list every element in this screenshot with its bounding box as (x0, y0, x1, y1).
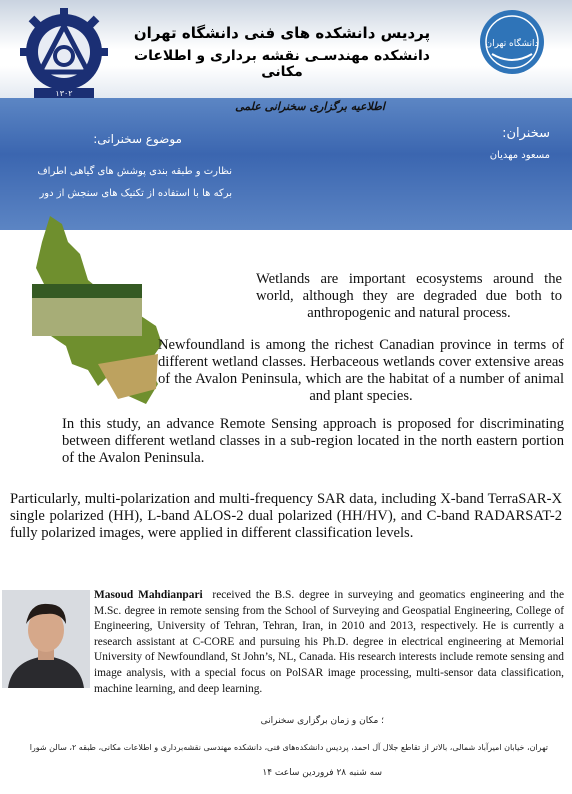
speaker-name: مسعود مهدیان (489, 150, 550, 161)
footer-venue-label: ؛ مکان و زمان برگزاری سخنرانی (260, 716, 384, 726)
left-logo-text: ۱۳۰۲ (55, 89, 73, 98)
bio-name: Masoud Mahdianpari (94, 589, 203, 601)
topic-label: موضوع سخنرانی: (93, 132, 182, 146)
abstract-paragraph-2: Newfoundland is among the richest Canadian province in terms of different wetland classes. Herbaceous wetlands cover extensive areas of the Avalon Peninsula, which are the habitat of a number of animal and plant species. (158, 337, 564, 404)
abstract-paragraph-1: Wetlands are important ecosystems around the world, although they are degraded due both to anthropogenic and natural process. (256, 271, 562, 321)
title-line-1: پردیس دانشکده های فنی دانشگاه تهران (133, 24, 431, 42)
speaker-photo (2, 590, 90, 688)
speaker-label: سخنران: (502, 126, 550, 141)
topic-line-1: نظارت و طبقه بندی پوشش های گیاهی اطراف (37, 166, 232, 177)
abstract-paragraph-3: In this study, an advance Remote Sensing approach is proposed for discriminating between different wetland classes in a sub-region located in the north eastern portion of the Avalon Peninsula. (62, 416, 564, 466)
topic-line-2: برکه ها با استفاده از تکنیک های سنجش از دور (39, 188, 232, 199)
title-line-2: دانشکده مهندسـی نقشه برداری و اطلاعات مکانی (134, 48, 430, 80)
right-logo-text: دانشگاه تهران (485, 39, 539, 49)
announcement-title: اطلاعیه برگزاری سخنرانی علمی (235, 100, 385, 113)
footer-address: تهران، خیابان امیرآباد شمالی، بالاتر از تقاطع جلال آل احمد، پردیس دانشکده‌های فنی، دانشکده مهندسی نقشه‌برداری و اطلاعات مکانی، طبقه ۲، سالن شورا (29, 743, 548, 752)
footer-date-time: سه شنبه ۲۸ فروردین ساعت ۱۴ (262, 768, 382, 778)
bio-text: received the B.S. degree in surveying and geomatics engineering and the M.Sc. degree in remote sensing from the School of Surveying and Geospatial Engineering, College of Engineering, University of Tehran, Tehran, Iran, in 2010 and 2013, respectively. He is currently a research assistant at C-CORE and pursuing his Ph.D. degree in electrical engineering at Memorial University of Newfoundland, St John’s, NL, Canada. His research interests include remote sensing and image analysis, with a special focus on PolSAR image processing, multi-sensor data classification, machine learning, and deep learning. (94, 589, 565, 695)
speaker-bio (94, 588, 564, 697)
newfoundland-map-image (28, 214, 166, 410)
university-logo-icon (478, 8, 546, 78)
abstract-paragraph-4: Particularly, multi-polarization and multi-frequency SAR data, including X-band TerraSAR-X single polarized (HH), L-band ALOS-2 dual polarized (HH/HV), and C-band RADARSAT-2 fully polarized images, were applied in different classification levels. (10, 491, 562, 541)
faculty-logo-gear-icon (20, 8, 108, 100)
